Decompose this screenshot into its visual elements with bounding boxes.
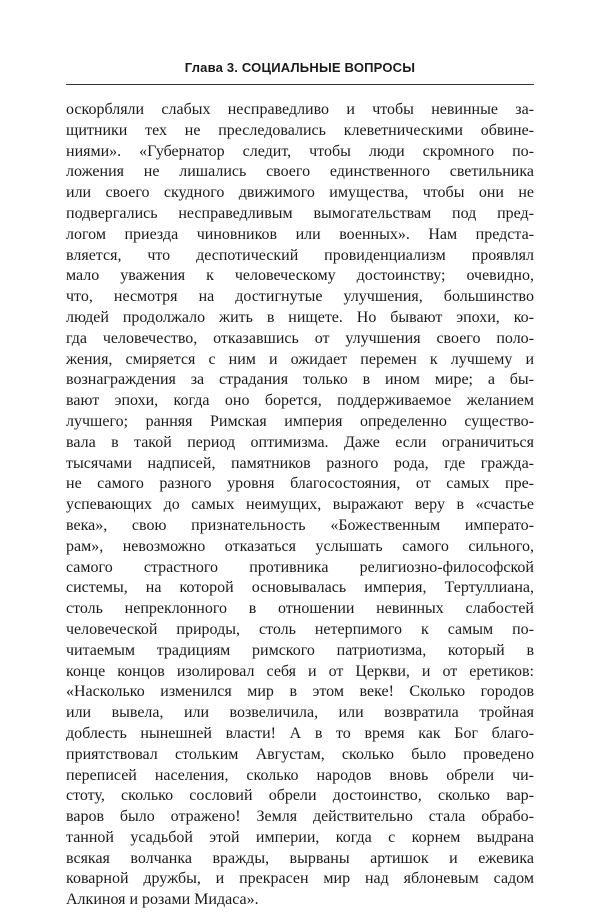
text-line: рам», невозможно отказаться услышать самого сильного,	[66, 537, 534, 555]
text-line: всякая волчанка вражды, вырваны артишок и ежевика	[66, 849, 534, 867]
text-line: переписей населения, сколько народов вновь обрели чи-	[66, 766, 534, 784]
text-line: человеческой природы, столь нетерпимого к самым по-	[66, 620, 534, 638]
text-line: вознаграждения за страдания только в ином мире; а бы-	[66, 371, 534, 389]
text-line: варов было отражено! Земля действительно стала обрабо-	[66, 808, 534, 826]
body-paragraph	[66, 100, 534, 911]
text-line: гда человечество, отказавшись от улучшения своего поло-	[66, 329, 534, 347]
text-line: читаемым традициям римского патриотизма, который в	[66, 641, 534, 659]
text-line: успевающих до самых неимущих, выражают веру в «счастье	[66, 496, 534, 514]
text-line: людей продолжало жить в нищете. Но бывают эпохи, ко-	[66, 308, 534, 326]
text-line: доблесть нынешней власти! А в то время как Бог благо-	[66, 724, 534, 742]
text-line: вала в такой период оптимизма. Даже если ограничиться	[66, 433, 534, 451]
text-line: конце концов изолировал себя и от Церкви, и от еретиков:	[66, 662, 534, 680]
text-line: танной усадьбой этой империи, когда с корнем выдрана	[66, 828, 534, 846]
text-line: не самого разного уровня благосостояния, от самых пре-	[66, 475, 534, 493]
text-line: вляется, что деспотический провиденциализм проявлял	[66, 246, 534, 264]
text-line: ложения не лишались своего единственного светильника	[66, 163, 534, 181]
text-line: ниями». «Губернатор следит, чтобы люди скромного по-	[66, 142, 534, 160]
text-line: или своего скудного движимого имущества, чтобы они не	[66, 184, 534, 202]
text-line: приятствовал стольким Августам, сколько было проведено	[66, 745, 534, 763]
text-line: «Насколько изменился мир в этом веке! Сколько городов	[66, 683, 534, 701]
header-rule	[66, 84, 534, 85]
text-line: столь непреклонного в отношении невинных слабостей	[66, 600, 534, 618]
text-line: тысячами надписей, памятников разного рода, где гражда-	[66, 454, 534, 472]
text-line: или вывела, или возвеличила, или возвратила тройная	[66, 704, 534, 722]
text-line: вают эпохи, когда оно борется, поддерживаемое желанием	[66, 392, 534, 410]
text-line: оскорбляли слабых несправедливо и чтобы невинные за-	[66, 101, 534, 118]
text-line: системы, на которой основывалась империя, Тертуллиана,	[66, 579, 534, 597]
text-line: подвергались несправедливым вымогательствам под пред-	[66, 204, 534, 222]
text-line: логом приезда чиновников или военных». Нам предста-	[66, 225, 534, 243]
text-line: что, несмотря на достигнутые улучшения, большинство	[66, 288, 534, 306]
text-line: щитники тех не преследовались клеветническими обвине-	[66, 121, 534, 139]
text-line: века», свою признательность «Божественным императо-	[66, 516, 534, 534]
running-head: Глава 3. СОЦИАЛЬНЫЕ ВОПРОСЫ	[184, 60, 416, 75]
text-line: самого страстного противника религиозно-философской	[66, 558, 534, 576]
text-line: лучшего; ранняя Римская империя определенно существо-	[66, 412, 534, 430]
text-line: стоту, сколько сословий обрели достоинство, сколько вар-	[66, 787, 534, 805]
text-line: жения, смиряется с ним и ожидает перемен к лучшему и	[66, 350, 534, 368]
text-line: коварной дружбы, и прекрасен мир над яблоневым садом	[66, 870, 534, 888]
text-line: мало уважения к человеческому достоинству; очевидно,	[66, 267, 534, 285]
text-line: Алкиноя и розами Мидаса».	[66, 891, 259, 909]
